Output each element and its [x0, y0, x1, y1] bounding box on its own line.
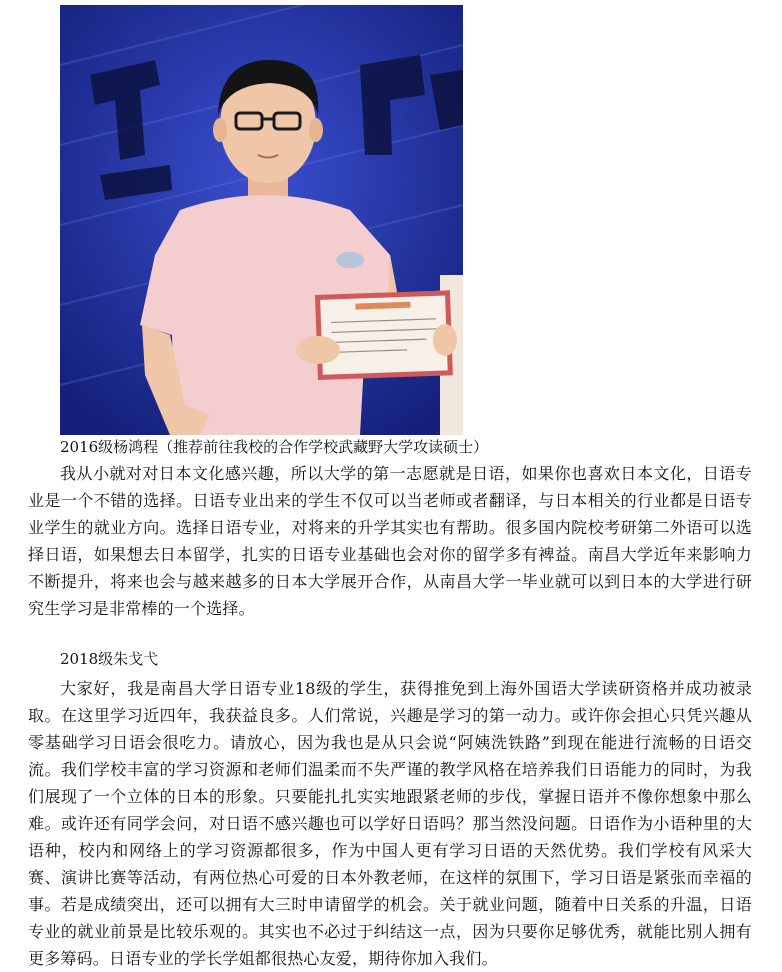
student-photo-illustration [60, 5, 463, 435]
student1-caption: 2016级杨鸿程（推荐前往我校的合作学校武藏野大学攻读硕士） [60, 438, 489, 456]
student2-name: 2018级朱戈弋 [60, 650, 159, 668]
student2-paragraph: 大家好，我是南昌大学日语专业18级的学生，获得推免到上海外国语大学读研资格并成功被录取。在这里学习近四年，我获益良多。人们常说，兴趣是学习的第一动力。或许你会担心只凭兴趣从零基础学习日语会很吃力。请放心，因为我也是从只会说“阿姨洗铁路”到现在能进行流畅的日语交流。我们学校丰富的学习资源和老师们温柔而不失严谨的教学风格在培养我们日语能力的同时，为我们展现了一个立体的日本的形象。只要能扎扎实实地跟紧老师的步伐，掌握日语并不像你想象中那么难。或许还有同学会问，对日语不感兴趣也可以学好日语吗？那当然没问题。日语作为小语种里的大语种，校内和网络上的学习资源都很多，作为中国人更有学习日语的天然优势。我们学校有风采大赛、演讲比赛等活动，有两位热心可爱的日本外教老师，在这样的氛围下，学习日语是紧张而幸福的事。若是成绩突出，还可以拥有大三时申请留学的机会。关于就业问题，随着中日关系的升温，日语专业的就业前景是比较乐观的。其实也不必过于纠结这一点，因为只要你足够优秀，就能比别人拥有更多筹码。日语专业的学长学姐都很热心友爱，期待你加入我们。 [28, 679, 752, 968]
student-photo [60, 5, 463, 435]
student1-paragraph: 我从小就对对日本文化感兴趣，所以大学的第一志愿就是日语，如果你也喜欢日本文化，日语专业是一个不错的选择。日语专业出来的学生不仅可以当老师或者翻译，与日本相关的行业都是日语专业学生的就业方向。选择日语专业，对将来的升学其实也有帮助。很多国内院校考研第二外语可以选择日语，如果想去日本留学，扎实的日语专业基础也会对你的留学多有裨益。南昌大学近年来影响力不断提升，将来也会与越来越多的日本大学展开合作，从南昌大学一毕业就可以到日本的大学进行研究生学习是非常棒的一个选择。 [28, 464, 752, 618]
